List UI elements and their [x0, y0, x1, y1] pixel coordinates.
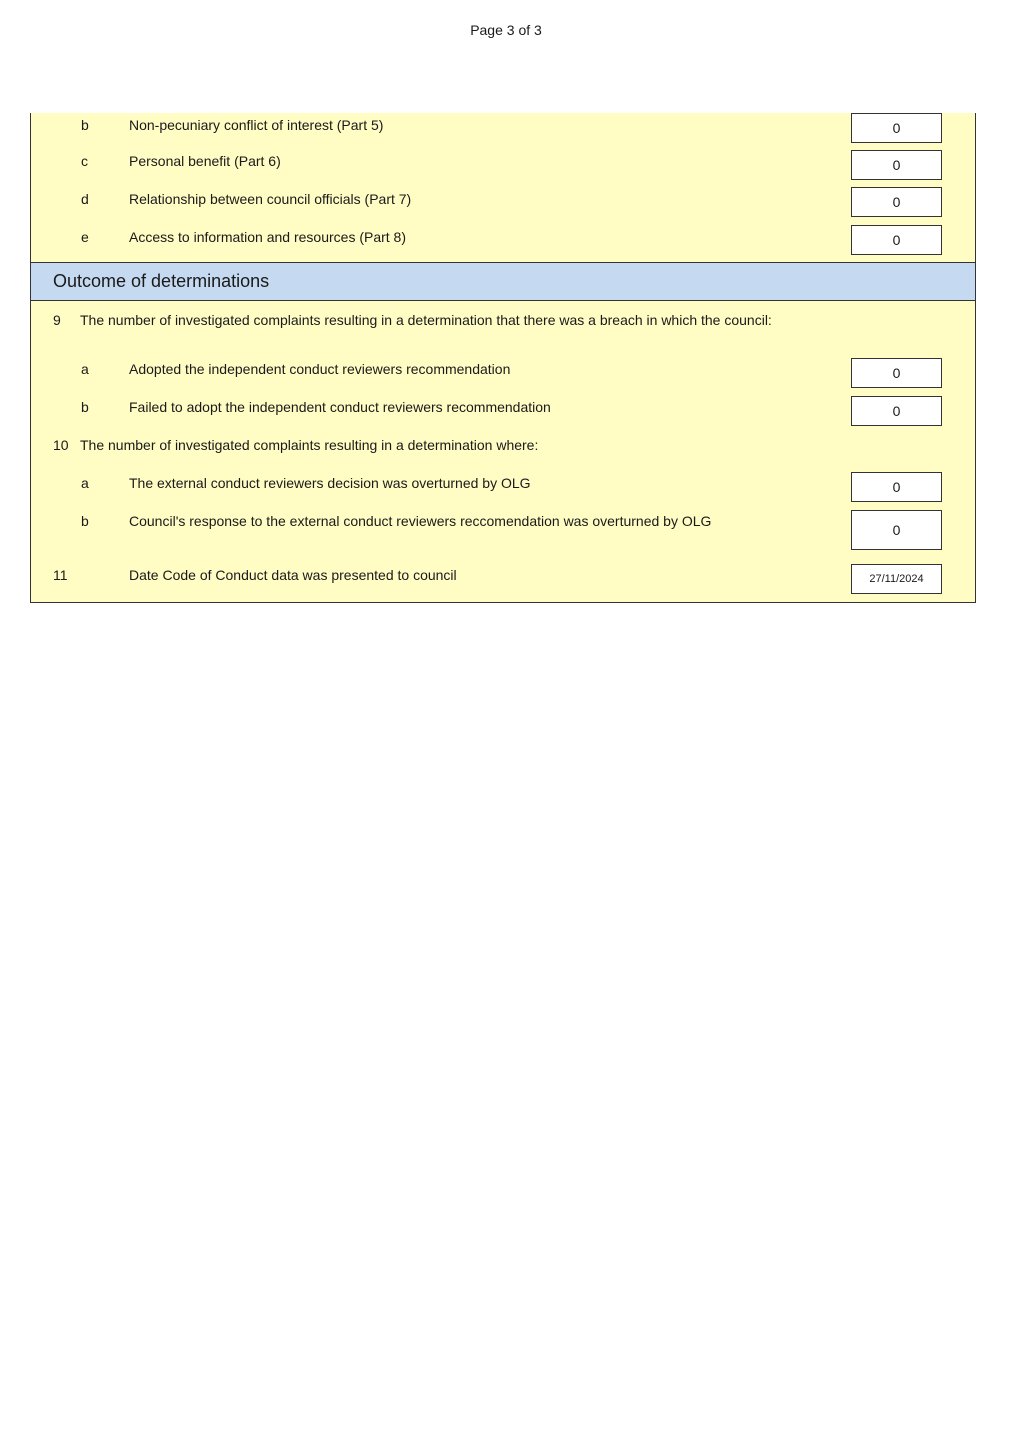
row-label: Date Code of Conduct data was presented to council [129, 567, 457, 583]
row-letter: a [81, 361, 89, 377]
row-label: The external conduct reviewers decision was overturned by OLG [129, 475, 531, 491]
value-field[interactable]: 0 [851, 472, 942, 502]
row-letter: d [81, 191, 89, 207]
row-label: Council's response to the external conduct reviewers reccomendation was overturned by OLG [129, 513, 712, 529]
row-letter: b [81, 399, 89, 415]
row-letter: e [81, 229, 89, 245]
code-of-conduct-form [30, 113, 976, 603]
value-field[interactable]: 0 [851, 396, 942, 426]
row-label: Access to information and resources (Part 8) [129, 229, 407, 245]
value-field[interactable]: 0 [851, 113, 942, 143]
row-letter: a [81, 475, 89, 491]
question-text: The number of investigated complaints resulting in a determination where: [80, 437, 539, 453]
page-number: Page 3 of 3 [470, 22, 542, 38]
question-text: The number of investigated complaints resulting in a determination that there was a breach in which the council: [80, 312, 772, 328]
row-label: Personal benefit (Part 6) [129, 153, 281, 169]
value-field[interactable]: 0 [851, 510, 942, 550]
question-number: 11 [53, 567, 68, 583]
date-field[interactable]: 27/11/2024 [851, 564, 942, 594]
value-field[interactable]: 0 [851, 187, 942, 217]
value-field[interactable]: 0 [851, 225, 942, 255]
row-letter: b [81, 117, 89, 133]
value-field[interactable]: 0 [851, 150, 942, 180]
section-header-outcome: Outcome of determinations [31, 262, 975, 301]
value-field[interactable]: 0 [851, 358, 942, 388]
row-letter: c [81, 153, 88, 169]
row-label: Adopted the independent conduct reviewers recommendation [129, 361, 511, 377]
question-number: 10 [53, 437, 69, 453]
row-letter: b [81, 513, 89, 529]
question-number: 9 [53, 312, 61, 328]
row-label: Non-pecuniary conflict of interest (Part 5) [129, 117, 384, 133]
row-label: Failed to adopt the independent conduct reviewers recommendation [129, 399, 551, 415]
row-label: Relationship between council officials (Part 7) [129, 191, 412, 207]
